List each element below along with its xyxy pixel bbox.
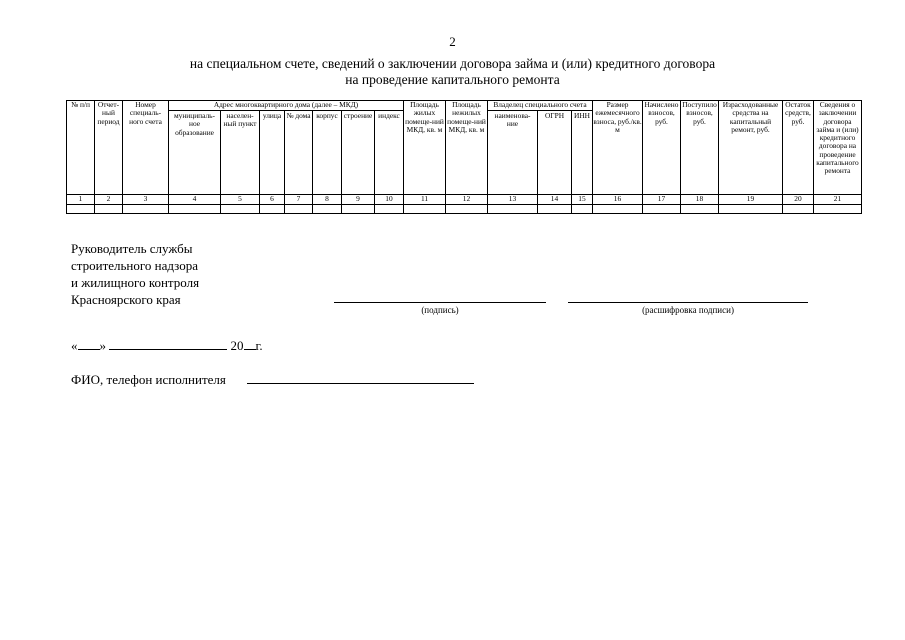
year-suffix: г. [255, 338, 263, 353]
executor-input-line[interactable] [247, 373, 474, 384]
official-title [71, 240, 199, 308]
date-close-quote: » [99, 338, 106, 353]
header-cell-received: Поступило взносов, руб. [681, 101, 719, 195]
column-number: 6 [260, 195, 285, 205]
date-open-quote: « [71, 338, 78, 353]
header-cell-inn: ИНН [572, 111, 593, 195]
executor-field [71, 372, 474, 388]
page-number: 2 [449, 34, 456, 49]
column-number: 8 [313, 195, 342, 205]
executor-label: ФИО, телефон исполнителя [71, 372, 226, 387]
column-number: 15 [572, 195, 593, 205]
day-blank[interactable] [78, 339, 100, 350]
column-number: 14 [538, 195, 572, 205]
signature-line[interactable] [334, 302, 546, 303]
official-title-line: строительного надзора [71, 258, 198, 273]
header-cell-number: № п/п [67, 101, 95, 195]
report-table [66, 100, 862, 214]
header-cell-postal-index: индекс [375, 111, 404, 195]
name-decode-line[interactable] [568, 302, 808, 303]
document-title-line-2: на проведение капитального ремонта [345, 72, 560, 87]
column-number: 20 [783, 195, 814, 205]
header-cell-accrued: Начислено взносов, руб. [643, 101, 681, 195]
column-number: 7 [285, 195, 313, 205]
header-cell-building: корпус [313, 111, 342, 195]
header-cell-ogrn: ОГРН [538, 111, 572, 195]
column-number: 2 [95, 195, 123, 205]
month-blank[interactable] [109, 339, 227, 350]
column-number: 9 [342, 195, 375, 205]
column-number: 17 [643, 195, 681, 205]
date-field [71, 338, 263, 354]
column-number: 10 [375, 195, 404, 205]
column-number: 1 [67, 195, 95, 205]
year-blank[interactable] [244, 339, 256, 350]
column-number: 11 [404, 195, 446, 205]
column-number: 12 [446, 195, 488, 205]
header-cell-locality: населен-ный пункт [221, 111, 260, 195]
header-cell-nonresidential-area: Площадь нежилых помеще-ний МКД, кв. м [446, 101, 488, 195]
column-number: 19 [719, 195, 783, 205]
header-cell-residential-area: Площадь жилых помеще-ний МКД, кв. м [404, 101, 446, 195]
header-cell-structure: строение [342, 111, 375, 195]
name-decode-caption: (расшифровка подписи) [642, 305, 734, 315]
column-number: 4 [169, 195, 221, 205]
column-number: 16 [593, 195, 643, 205]
header-cell-owner-name: наименова-ние [488, 111, 538, 195]
document-title-line-1: на специальном счете, сведений о заключении договора займа и (или) кредитного договора [189, 56, 716, 71]
header-cell-house-number: № дома [285, 111, 313, 195]
header-group-address: Адрес многоквартирного дома (далее – МКД) [169, 101, 404, 111]
header-cell-account-number: Номер специаль-ного счета [123, 101, 169, 195]
header-cell-municipality: муниципаль-ное образование [169, 111, 221, 195]
column-number: 5 [221, 195, 260, 205]
official-title-line: и жилищного контроля [71, 275, 200, 290]
header-cell-spent: Израсходованные средства на капитальный ремонт, руб. [719, 101, 783, 195]
column-number: 3 [123, 195, 169, 205]
signature-caption: (подпись) [421, 305, 459, 315]
column-number: 13 [488, 195, 538, 205]
header-cell-loan-info: Сведения о заключении договора займа и (или) кредитного договора на проведение капитального ремонта [814, 101, 862, 195]
column-number: 21 [814, 195, 862, 205]
column-number: 18 [681, 195, 719, 205]
official-title-line: Руководитель службы [71, 241, 193, 256]
header-cell-period: Отчет-ный период [95, 101, 123, 195]
official-title-line: Красноярского края [71, 292, 181, 307]
header-cell-balance: Остаток средств, руб. [783, 101, 814, 195]
header-group-account-owner: Владелец специального счета [488, 101, 593, 111]
year-prefix: 20 [230, 338, 244, 353]
table-row-empty [67, 205, 862, 214]
header-cell-street: улица [260, 111, 285, 195]
header-cell-monthly-fee: Размер ежемесячного взноса, руб./кв. м [593, 101, 643, 195]
